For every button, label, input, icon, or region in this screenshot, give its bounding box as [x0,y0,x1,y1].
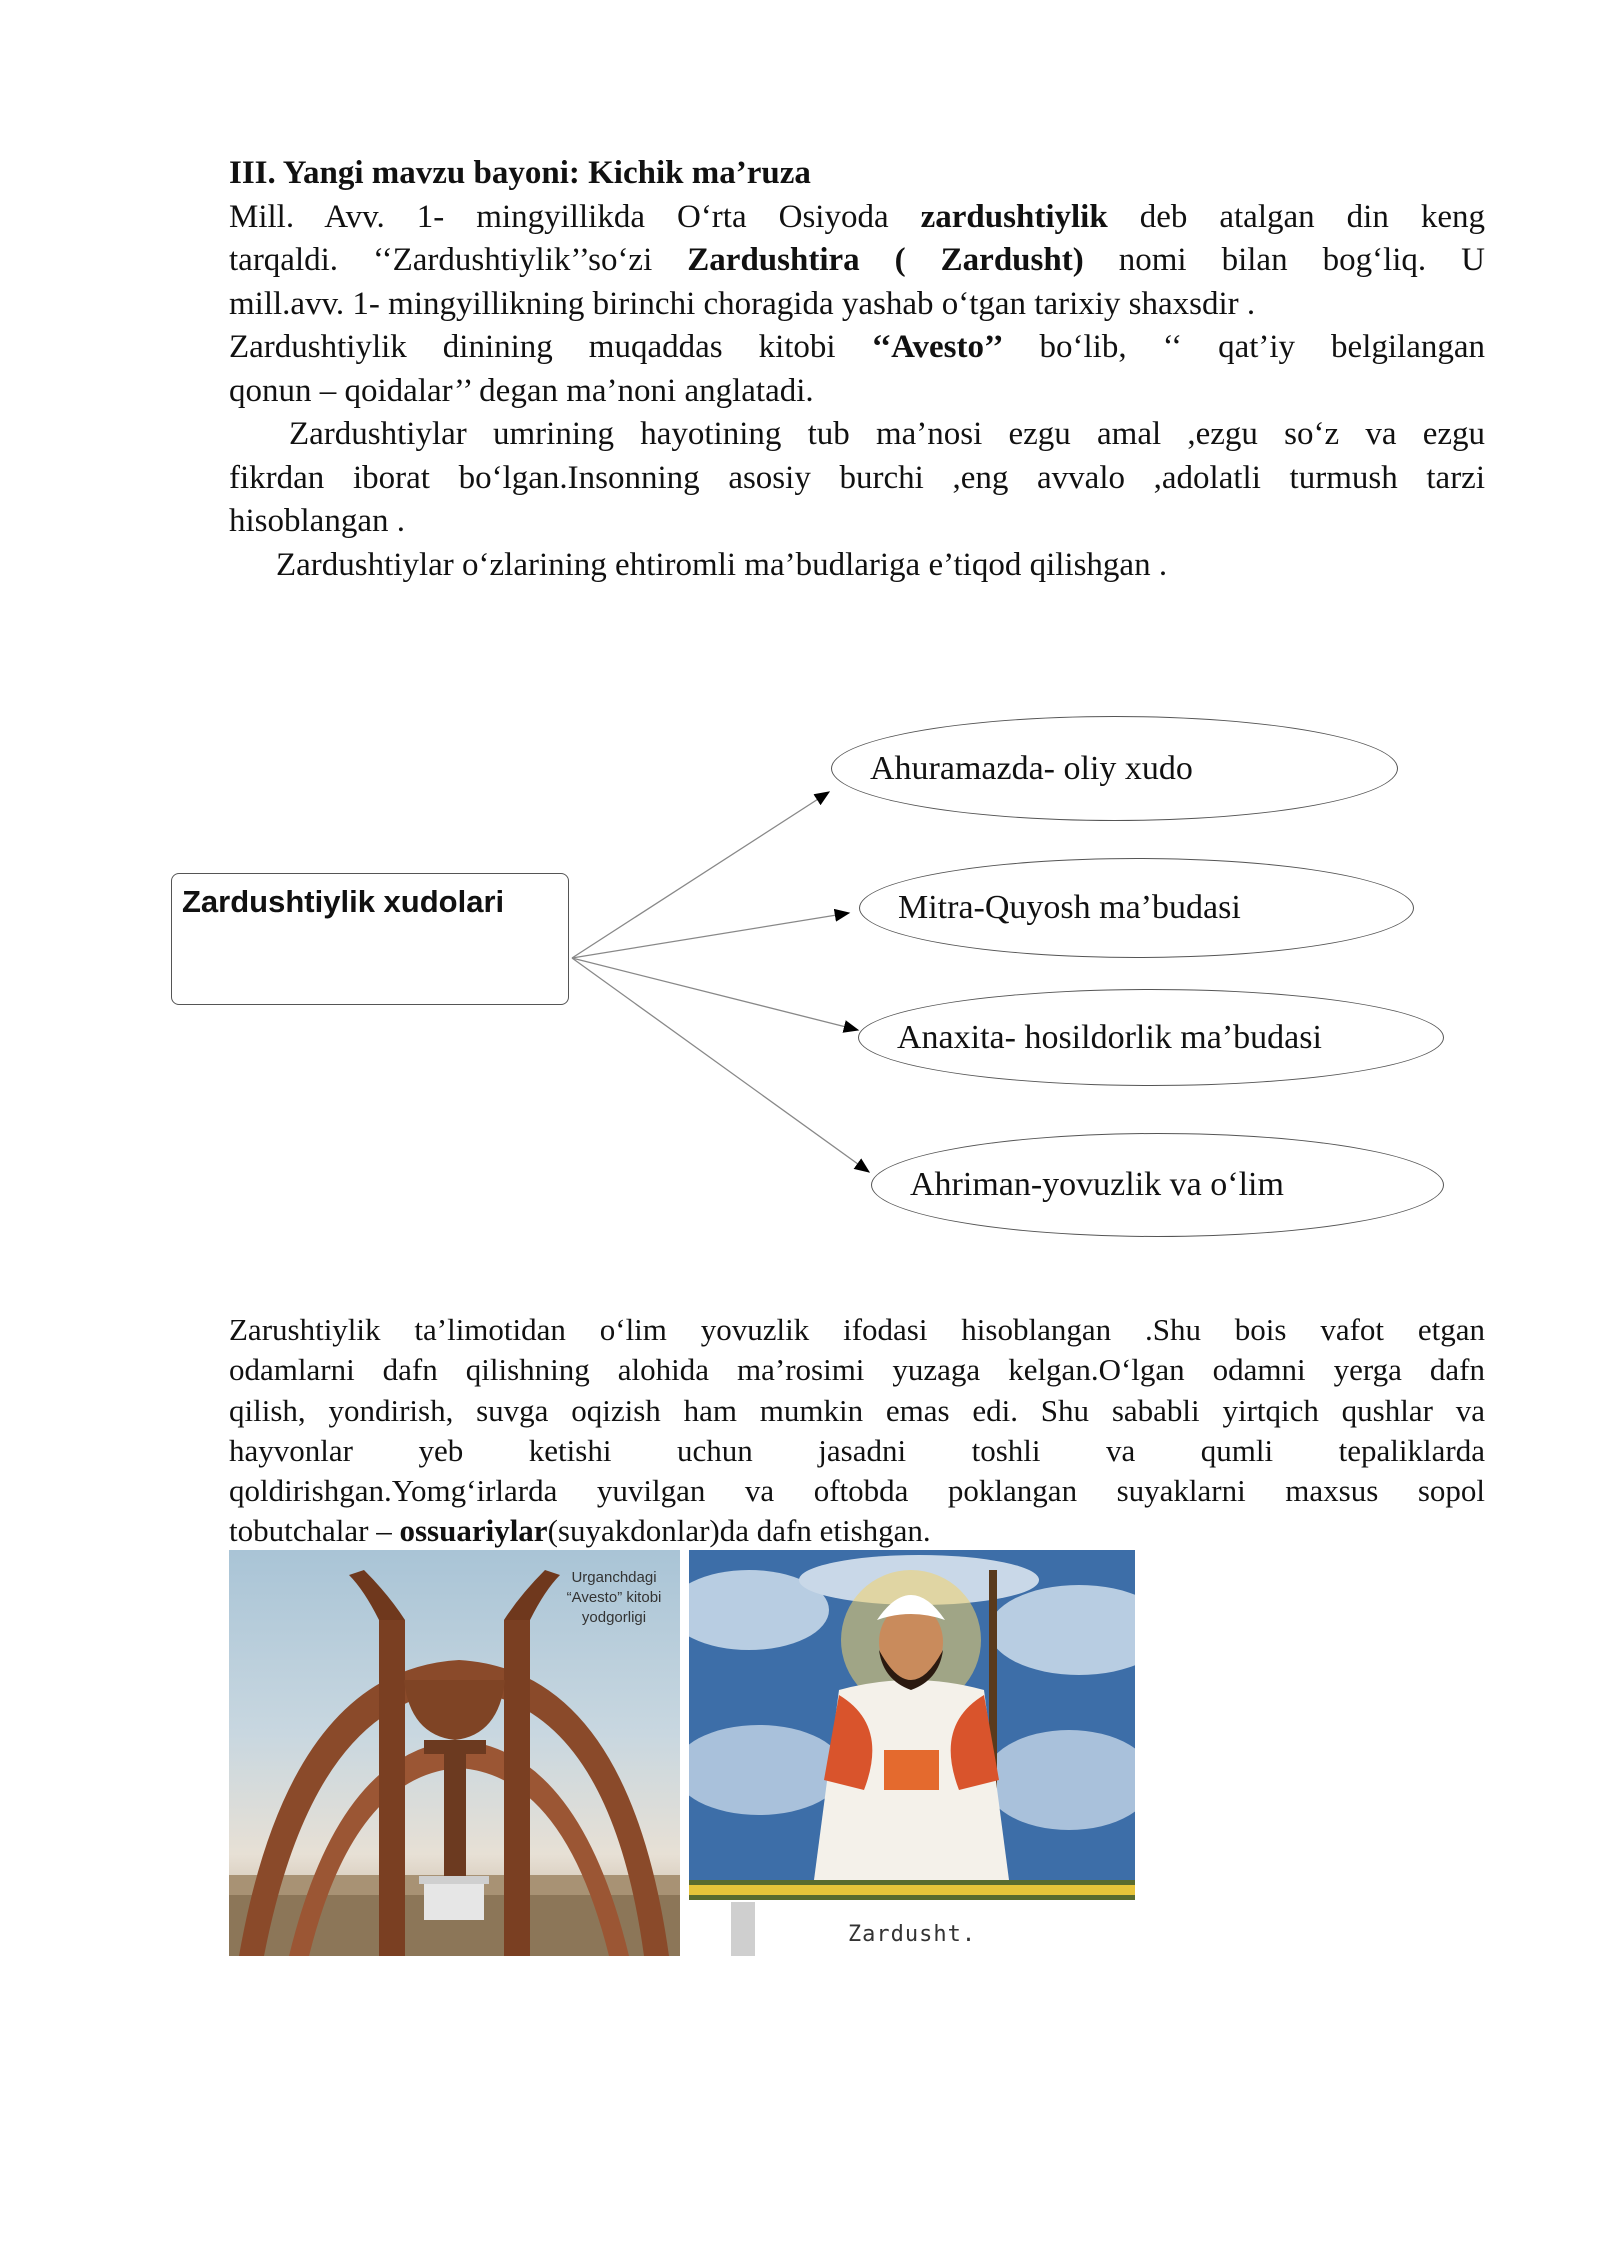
target-label: Ahuramazda- oliy xudo [870,749,1193,787]
paragraph-line [229,1511,1485,1551]
burial-section [229,1310,1485,1552]
target-oval [871,1133,1444,1237]
paragraph-line: hisoblangan . [229,503,405,539]
connector-line [572,958,858,1030]
caption-line: yodgorligi [581,1609,647,1626]
bold-term: ‘‘Avesto’’ [871,329,1004,365]
caption-line: “Avesto” kitobi [566,1589,662,1606]
portrait-caption: Zardusht. [847,1922,977,1947]
bold-term: Zardushtira ( Zardusht) [687,242,1084,278]
connector-line [572,792,829,958]
caption-line: Urganchdagi [571,1569,657,1586]
zardusht-portrait-image [689,1550,1135,1956]
text-run: deb atalgan din keng [1107,198,1485,235]
paragraph-line: fikrdan iborat bo‘lgan.Insonning asosiy burchi ,eng avvalo ,adolatli turmush tarzi [229,459,1485,496]
target-oval [859,858,1414,958]
text-run: nomi bilan bog‘liq. U [1083,242,1486,278]
source-box [171,873,569,1005]
connector-line [572,913,849,958]
portrait-illustration [689,1550,1135,1956]
paragraph-line: hayvonlar yeb ketishi uchun jasadni toshli va qumli tepaliklarda [229,1432,1485,1468]
paragraph-line: mill.avv. 1- mingyillikning birinchi choragida yashab o‘tgan tarixiy shaxsdir . [229,285,1256,322]
gods-diagram [0,700,1600,1260]
monument-caption [559,1568,669,1628]
target-label: Anaxita- hosildorlik ma’budasi [897,1018,1322,1056]
target-oval [831,716,1398,821]
target-label: Ahriman-yovuzlik va o‘lim [910,1166,1284,1203]
text-run: (suyakdonlar)da dafn etishgan. [547,1513,931,1549]
text-run: tarqaldi. ‘‘Zardushtiylik’’so‘zi [229,242,688,278]
paragraph-line: qonun – qoidalar’’ degan ma’noni anglatadi. [229,372,814,409]
paragraph-line [229,239,1485,283]
paragraph-line: Zardushtiylar o‘zlarining ehtiromli ma’budlariga e’tiqod qilishgan . [276,546,1168,583]
bold-term: ossuariylar [399,1513,548,1549]
paragraph-line: qoldirishgan.Yomg‘irlarda yuvilgan va oftobda poklangan suyaklarni maxsus sopol [229,1473,1485,1509]
source-label: Zardushtiylik xudolari [182,884,505,919]
paragraph-line [229,326,1485,370]
text-run: Zardushtiylik dinining muqaddas kitobi [229,329,872,365]
text-run: bo‘lib, ‘‘ qat’iy belgilangan [1003,329,1485,365]
paragraph-line: Zarushtiylik ta’limotidan o‘lim yovuzlik ifodasi hisoblangan .Shu bois vafot etgan [229,1312,1485,1347]
paragraph-line: qilish, yondirish, suvga oqizish ham mumkin emas edi. Shu sababli yirtqich qushlar va [229,1392,1485,1428]
text-run: tobutchalar – [229,1513,400,1549]
paragraph-line: odamlarni dafn qilishning alohida ma’rosimi yuzaga kelgan.O‘lgan odamni yerga dafn [229,1352,1485,1388]
target-label: Mitra-Quyosh ma’budasi [898,889,1241,926]
bold-term: zardushtiylik [920,198,1108,235]
paragraph-line [229,196,1485,240]
avesto-monument-image [229,1550,680,1956]
target-oval [858,989,1444,1086]
connector-line [572,958,869,1172]
paragraph-line: Zardushtiylar umrining hayotining tub ma’nosi ezgu amal ,ezgu so‘z va ezgu [289,416,1485,452]
intro-section [229,152,1485,587]
section-heading: III. Yangi mavzu bayoni: Kichik ma’ruza [229,155,811,191]
text-run: Mill. Avv. 1- mingyillikda O‘rta Osiyoda [229,198,921,235]
